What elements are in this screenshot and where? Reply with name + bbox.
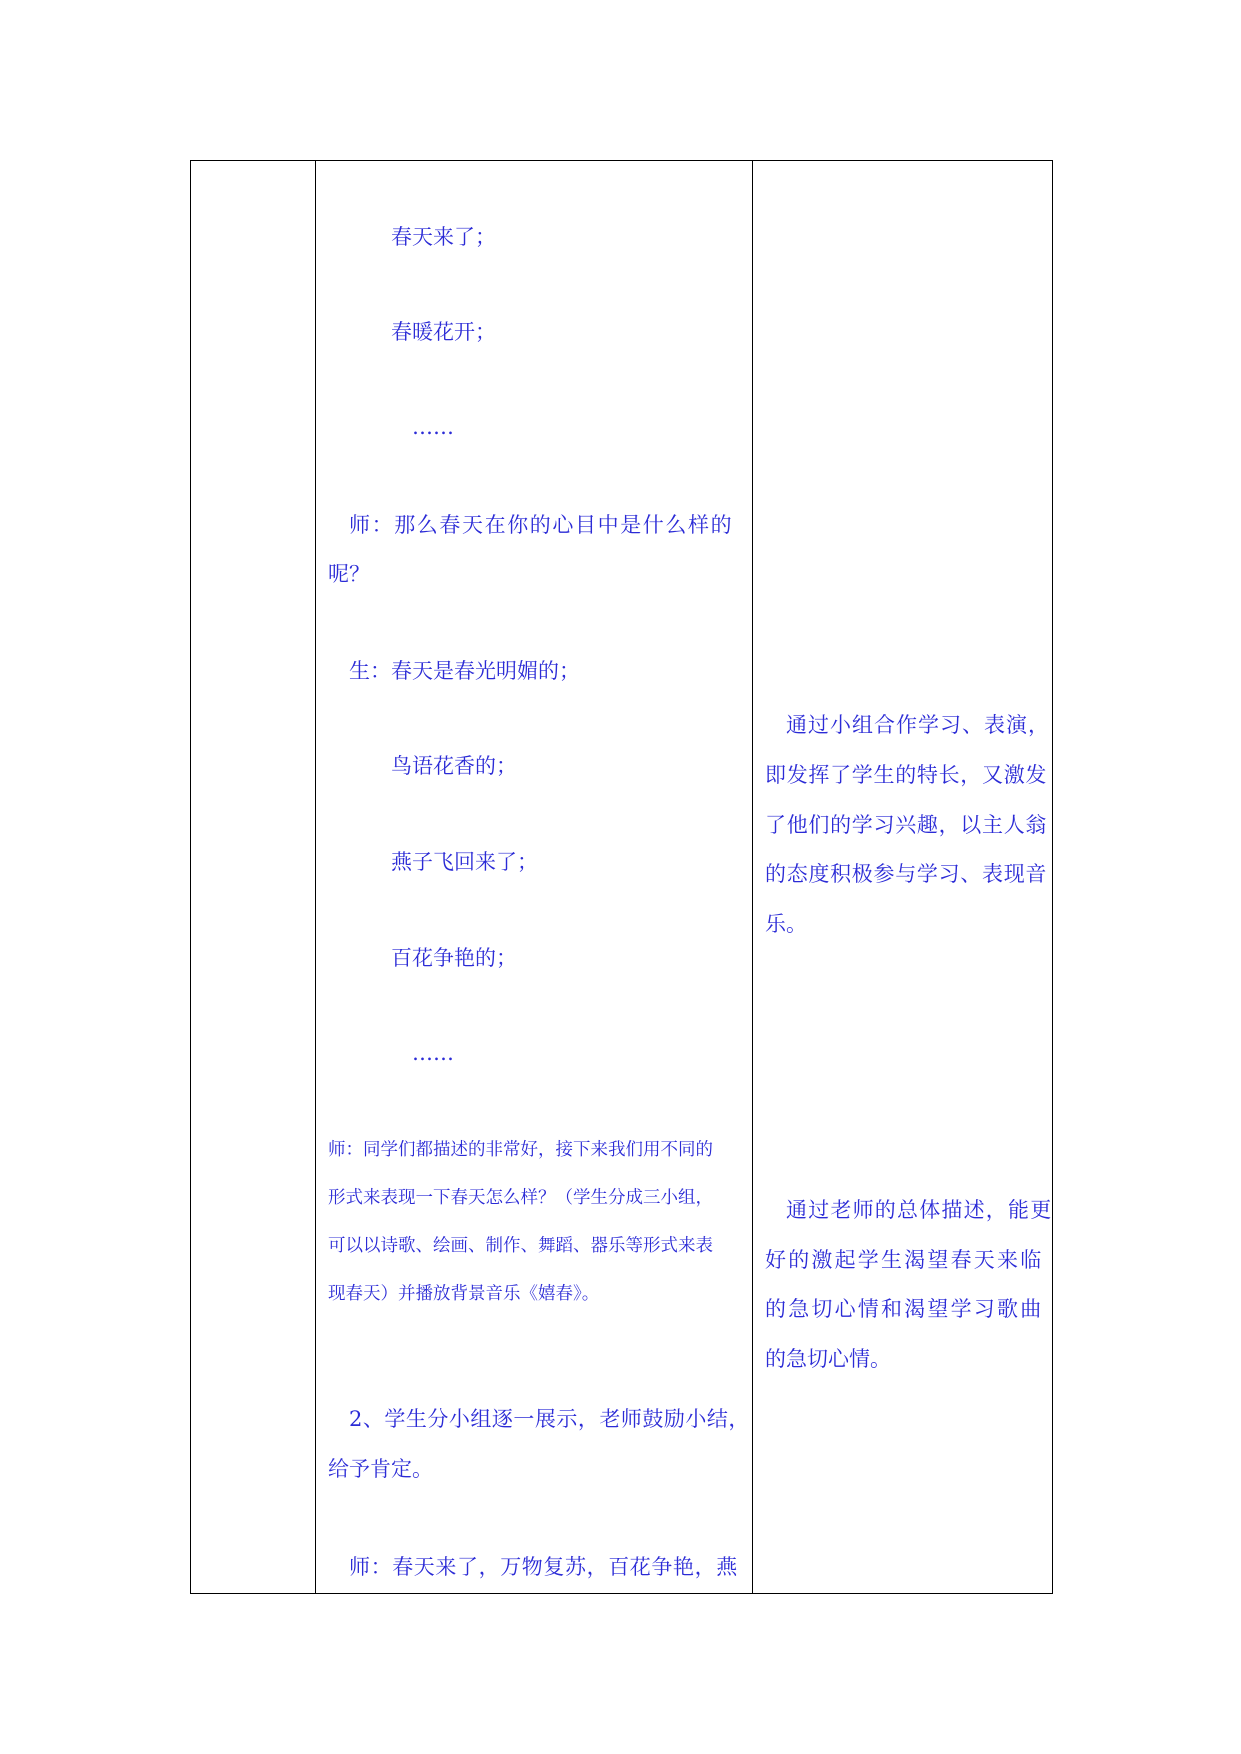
table-cell-teaching-process <box>317 161 753 1593</box>
text-line: 的态度积极参与学习、表现音 <box>765 862 1048 886</box>
text-line: 好的激起学生渴望春天来临 <box>765 1248 1044 1272</box>
text-line: 师：同学们都描述的非常好，接下来我们用不同的 <box>328 1140 713 1160</box>
table-cell-design-intent <box>754 161 1052 1593</box>
text-line: 生：春天是春光明媚的； <box>349 659 580 683</box>
text-line: 师：那么春天在你的心目中是什么样的 <box>349 513 734 537</box>
text-line: …… <box>412 1041 454 1065</box>
text-line: 给予肯定。 <box>328 1457 433 1481</box>
text-line: 的急切心情和渴望学习歌曲 <box>765 1297 1044 1321</box>
text-line: 了他们的学习兴趣，以主人翁 <box>765 813 1048 837</box>
text-line: 2、学生分小组逐一展示，老师鼓励小结， <box>349 1407 750 1431</box>
lesson-plan-table <box>190 160 1053 1594</box>
text-line: 春天来了； <box>391 225 496 249</box>
text-line: 可以以诗歌、绘画、制作、舞蹈、器乐等形式来表 <box>328 1236 713 1256</box>
text-line: 的急切心情。 <box>765 1347 891 1371</box>
text-line: 乐。 <box>765 912 807 936</box>
text-line: 形式来表现一下春天怎么样？（学生分成三小组， <box>328 1188 713 1208</box>
text-line: 百花争艳的； <box>391 946 517 970</box>
table-cell-left-empty <box>191 161 316 1593</box>
text-line: 通过小组合作学习、表演， <box>786 713 1050 737</box>
text-line: 呢？ <box>328 562 370 586</box>
text-line: 燕子飞回来了； <box>391 850 538 874</box>
text-line: 鸟语花香的； <box>391 754 517 778</box>
text-line: 即发挥了学生的特长，又激发 <box>765 763 1048 787</box>
text-line: 师：春天来了，万物复苏，百花争艳，燕 <box>349 1555 738 1579</box>
text-line: 现春天）并播放背景音乐《嬉春》。 <box>328 1284 600 1304</box>
text-line: 春暖花开； <box>391 320 496 344</box>
text-line: …… <box>412 415 454 439</box>
text-line: 通过老师的总体描述，能更 <box>786 1198 1053 1222</box>
